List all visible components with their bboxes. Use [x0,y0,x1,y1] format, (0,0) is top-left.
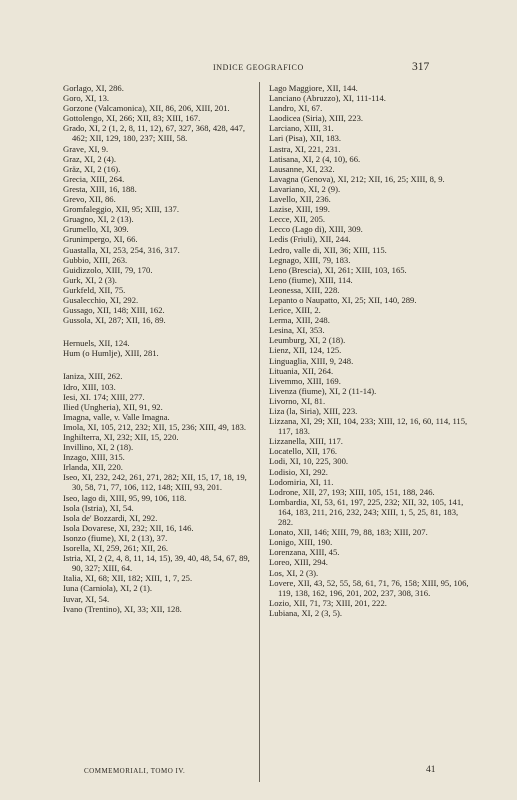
index-entry: Leno (fiume), XIII, 114. [269,274,353,285]
index-entry: Lombardia, XI, 53, 61, 197, 225, 232; XII, 32, 105, 141, 164, 183, 211, 216, 232, 243; XIII, 1, 5, 25, 81, 183, 282. [269,496,464,528]
index-entry: Gussago, XII, 148; XIII, 162. [63,305,165,316]
index-entry: Lorenzana, XIII, 45. [269,547,340,558]
index-entry: Ledro, valle di, XII, 36; XIII, 115. [269,244,387,255]
index-entry: Lozio, XII, 71, 73; XIII, 201, 222. [269,597,387,608]
index-entry: Gruagno, XI, 2 (13). [63,214,134,225]
footer-signature: COMMEMORIALI, TOMO IV. [84,767,186,775]
index-column-right [269,83,469,618]
index-entry: Lonigo, XIII, 190. [269,537,333,548]
index-entry: Imagna, valle, v. Valle Imagna. [63,411,170,422]
index-entry: Lesina, XI, 353. [269,325,325,336]
index-entry: Lodi, XI, 10, 225, 300. [269,456,349,467]
index-entry: Lodomiria, XI, 11. [269,476,334,487]
index-entry: Larciano, XIII, 31. [269,123,334,134]
section-gap [63,325,258,338]
index-entry: Inzago, XIII, 315. [63,452,125,463]
index-entry: Locatello, XII, 176. [269,446,338,457]
index-entry: Grevo, XII, 86. [63,194,116,205]
index-entry: Gorzone (Valcamonica), XII, 86, 206, XIII, 201. [63,103,230,114]
index-entry: Lavariano, XI, 2 (9). [269,183,341,194]
index-entry: Linguaglia, XIII, 9, 248. [269,355,354,366]
index-entry: Iuvar, XI, 54. [63,593,110,604]
index-entry: Guidizzolo, XIII, 79, 170. [63,264,153,275]
index-entry: Isola Dovarese, XI, 232; XII, 16, 146. [63,522,194,533]
index-column-left [63,83,258,614]
index-entry: Lizzanella, XIII, 117. [269,436,343,447]
section-gap [63,358,258,371]
index-entry: Gurkfeld, XII, 75. [63,284,126,295]
index-entry: Gottolengo, XI, 266; XII, 83; XIII, 167. [63,113,201,124]
index-entry: Loreo, XIII, 294. [269,557,328,568]
index-entry: Legnago, XIII, 79, 183. [269,254,351,265]
index-entry: Leonessa, XIII, 228. [269,284,340,295]
index-entry: Livemmo, XIII, 169. [269,375,341,386]
index-entry: Grumello, XI, 309. [63,224,129,235]
index-entry: Istria, XI, 2 (2, 4, 8, 11, 14, 15), 39, 40, 48, 54, 67, 89, 90, 327; XIII, 64. [63,553,250,574]
index-entry: Livenza (fiume), XI, 2 (11-14). [269,385,377,396]
index-entry: Lizzana, XI, 29; XII, 104, 233; XIII, 12, 16, 60, 114, 115, 117, 183. [269,416,468,437]
index-entry: Lerice, XIII, 2. [269,305,321,316]
index-entry: Lecce, XII, 205. [269,214,326,225]
index-entry: Lerma, XIII, 248. [269,315,330,326]
index-entry: Inghilterra, XI, 232; XII, 15, 220. [63,432,179,442]
index-entry: Lanciano (Abruzzo), XI, 111-114. [269,93,386,104]
index-entry: Lodrone, XII, 27, 193; XIII, 105, 151, 188, 246. [269,486,435,497]
index-entry: Isola (Istria), XI, 54. [63,502,134,513]
index-entry: Lazise, XIII, 199. [269,204,330,215]
index-entry: Iseo, XI, 232, 242, 261, 271, 282; XII, 15, 17, 18, 19, 30, 58, 71, 77, 106, 112, 148; XIII, 93, 201. [63,472,247,493]
index-entry: Landro, XI, 67. [269,103,323,114]
index-entry: Isorella, XI, 259, 261; XII, 26. [63,543,169,554]
index-entry: Laodicea (Siria), XIII, 223. [269,113,364,124]
index-entry: Lituania, XII, 264. [269,365,334,376]
index-entry: Iuna (Carniola), XI, 2 (1). [63,583,153,594]
index-entry: Gresta, XIII, 16, 188. [63,183,137,194]
index-entry: Isonzo (fiume), XI, 2 (13), 37. [63,532,168,543]
index-entry: Hum (o Humlje), XIII, 281. [63,348,159,359]
index-entry: Lavagna (Genova), XI, 212; XII, 16, 25; XIII, 8, 9. [269,173,445,184]
index-entry: Ilied (Ungheria), XII, 91, 92. [63,401,163,412]
index-entry: Lavello, XII, 236. [269,194,331,205]
index-entry: Leno (Brescia), XI, 261; XIII, 103, 165. [269,264,407,275]
footer-sheet-number: 41 [426,765,436,775]
index-entry: Gromfaleggio, XII, 95; XIII, 137. [63,204,179,215]
index-entry: Iseo, lago di, XIII, 95, 99, 106, 118. [63,492,187,503]
index-entry: Lodisio, XI, 292. [269,466,328,477]
index-entry: Gusalecchio, XI, 292. [63,294,139,305]
index-entry: Gurk, XI, 2 (3). [63,274,117,285]
index-entry: Grado, XI, 2 (1, 2, 8, 11, 12), 67, 327, 368, 428, 447, 462; XII, 129, 180, 237; XIII, 58. [63,123,246,144]
column-divider [259,82,260,782]
index-entry: Isola de' Bozzardi, XI, 292. [63,512,158,523]
index-entry: Lari (Pisa), XII, 183. [269,133,342,144]
index-entry: Grecia, XIII, 264. [63,173,125,184]
index-entry: Latisana, XI, 2 (4, 10), 66. [269,153,361,164]
index-entry: Leumburg, XI, 2 (18). [269,335,346,346]
index-entry: Imola, XI, 105, 212, 232; XII, 15, 236; XIII, 49, 183. [63,421,247,432]
index-entry: Gubbio, XIII, 263. [63,254,128,265]
index-entry: Los, XI, 2 (3). [269,567,319,578]
index-entry: Gräz, XI, 2 (16). [63,163,121,174]
page-number: 317 [412,61,430,73]
index-entry: Invillino, XI, 2 (18). [63,442,134,453]
index-entry: Idro, XIII, 103. [63,381,116,392]
index-entry: Ivano (Trentino), XI, 33; XII, 128. [63,603,182,614]
index-entry: Grunimpergo, XI, 66. [63,234,138,245]
page-header [0,63,517,77]
index-entry: Lubiana, XI, 2 (3, 5). [269,607,343,618]
index-entry: Hernuels, XII, 124. [63,338,130,349]
index-entry: Gorlago, XI, 286. [63,83,124,93]
running-title: INDICE GEOGRAFICO [213,63,304,72]
index-entry: Iesi, XI. 174; XIII, 277. [63,391,145,402]
index-entry: Graz, XI, 2 (4). [63,153,116,164]
index-entry: Gussola, XI, 287; XII, 16, 89. [63,315,166,326]
index-entry: Goro, XI, 13. [63,93,110,104]
index-entry: Lastra, XI, 221, 231. [269,143,341,154]
index-entry: Ledis (Friuli), XII, 244. [269,234,351,245]
index-entry: Ianiza, XIII, 262. [63,371,123,382]
index-entry: Guastalla, XI, 253, 254, 316, 317. [63,244,180,255]
page-footer [0,765,517,779]
index-entry: Irlanda, XII, 220. [63,462,123,473]
index-entry: Lausanne, XI, 232. [269,163,335,174]
index-entry: Lepanto o Naupatto, XI, 25; XII, 140, 289. [269,294,417,305]
index-entry: Lonato, XII, 146; XIII, 79, 88, 183; XIII, 207. [269,527,428,538]
index-entry: Lienz, XII, 124, 125. [269,345,342,356]
index-entry: Livorno, XI, 81. [269,395,326,406]
index-entry: Lecco (Lago di), XIII, 309. [269,224,363,235]
index-entry: Lovere, XII, 43, 52, 55, 58, 61, 71, 76, 158; XIII, 95, 106, 119, 138, 162, 196, 201, 202, 237, 308, 316. [269,577,469,598]
index-entry: Italia, XI, 68; XII, 182; XIII, 1, 7, 25. [63,573,193,584]
index-entry: Liza (la, Siria), XIII, 223. [269,406,358,416]
index-entry: Grave, XI, 9. [63,143,109,154]
index-entry: Lago Maggiore, XII, 144. [269,83,358,93]
